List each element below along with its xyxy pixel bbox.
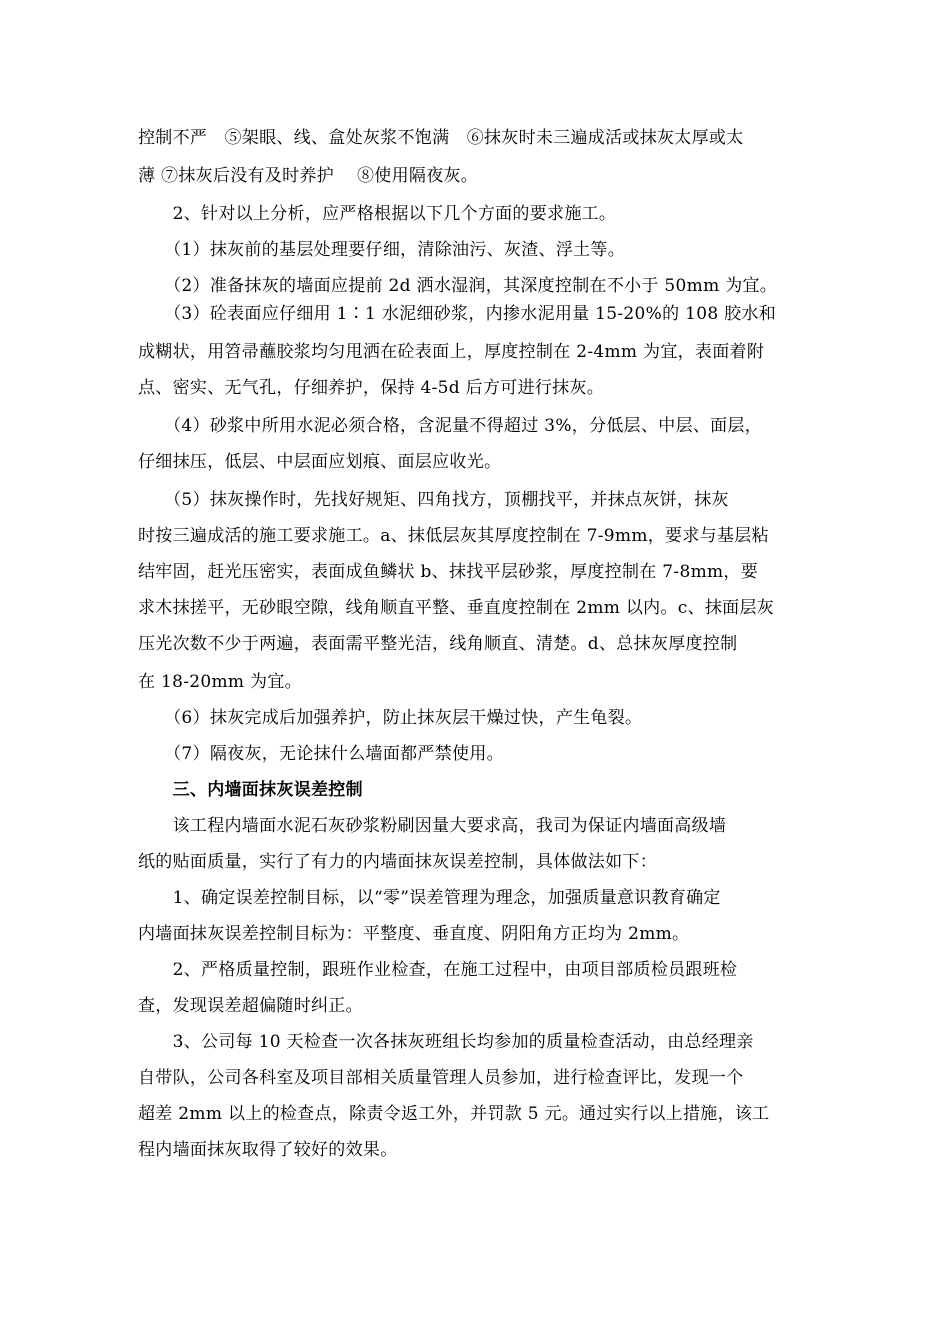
text-line: 内墙面抹灰误差控制目标为：平整度、垂直度、阴阳角方正均为 2mm。 (138, 924, 690, 944)
text-line: （7）隔夜灰，无论抹什么墙面都严禁使用。 (138, 744, 504, 764)
section-heading: 三、内墙面抹灰误差控制 (138, 780, 363, 800)
text-line: 超差 2mm 以上的检查点，除责令返工外，并罚款 5 元。通过实行以上措施，该工 (138, 1104, 770, 1124)
text-line: （3）砼表面应仔细用 1∶1 水泥细砂浆，内掺水泥用量 15-20%的 108 胶水和 (138, 304, 777, 324)
text-line: 仔细抹压，低层、中层面应划痕、面层应收光。 (138, 452, 502, 472)
text-line: 求木抹搓平，无砂眼空隙，线角顺直平整、垂直度控制在 2mm 以内。c、抹面层灰 (138, 598, 775, 618)
text-line: 纸的贴面质量，实行了有力的内墙面抹灰误差控制，具体做法如下： (138, 852, 657, 872)
text-line: 2、针对以上分析，应严格根据以下几个方面的要求施工。 (138, 204, 617, 224)
text-line: 程内墙面抹灰取得了较好的效果。 (138, 1140, 398, 1160)
text-line: 3、公司每 10 天检查一次各抹灰班组长均参加的质量检查活动，由总经理亲 (138, 1032, 754, 1052)
text-line: 该工程内墙面水泥石灰砂浆粉刷因量大要求高，我司为保证内墙面高级墙 (138, 816, 727, 836)
text-line: 薄 ⑦抹灰后没有及时养护 ⑧使用隔夜灰。 (138, 166, 479, 186)
text-line: 自带队，公司各科室及项目部相关质量管理人员参加，进行检查评比，发现一个 (138, 1068, 744, 1088)
text-line: （5）抹灰操作时，先找好规矩、四角找方，顶棚找平，并抹点灰饼，抹灰 (138, 490, 729, 510)
text-line: 查，发现误差超偏随时纠正。 (138, 996, 363, 1016)
text-line: （4）砂浆中所用水泥必须合格，含泥量不得超过 3%，分低层、中层、面层， (138, 416, 763, 436)
text-line: 控制不严 ⑤架眼、线、盒处灰浆不饱满 ⑥抹灰时未三遍成活或抹灰太厚或太 (138, 128, 744, 148)
text-line: 时按三遍成活的施工要求施工。a、抹低层灰其厚度控制在 7-9mm，要求与基层粘 (138, 526, 769, 546)
text-line: 成糊状，用笤帚蘸胶浆均匀甩洒在砼表面上，厚度控制在 2-4mm 为宜，表面着附 (138, 342, 765, 362)
text-line: 点、密实、无气孔，仔细养护，保持 4-5d 后方可进行抹灰。 (138, 378, 605, 398)
text-line: 压光次数不少于两遍，表面需平整光洁，线角顺直、清楚。d、总抹灰厚度控制 (138, 634, 738, 654)
text-line: （1）抹灰前的基层处理要仔细，清除油污、灰渣、浮土等。 (138, 240, 626, 260)
text-line: 在 18-20mm 为宜。 (138, 672, 302, 692)
text-line: 结牢固，赶光压密实，表面成鱼鳞状 b、抹找平层砂浆，厚度控制在 7-8mm，要 (138, 562, 759, 582)
text-line: 1、确定误差控制目标，以“零”误差管理为理念，加强质量意识教育确定 (138, 888, 721, 908)
text-line: （6）抹灰完成后加强养护，防止抹灰层干燥过快，产生龟裂。 (138, 708, 643, 728)
text-line: （2）准备抹灰的墙面应提前 2d 洒水湿润，其深度控制在不小于 50mm 为宜。 (138, 276, 778, 296)
text-line: 2、严格质量控制，跟班作业检查，在施工过程中，由项目部质检员跟班检 (138, 960, 738, 980)
